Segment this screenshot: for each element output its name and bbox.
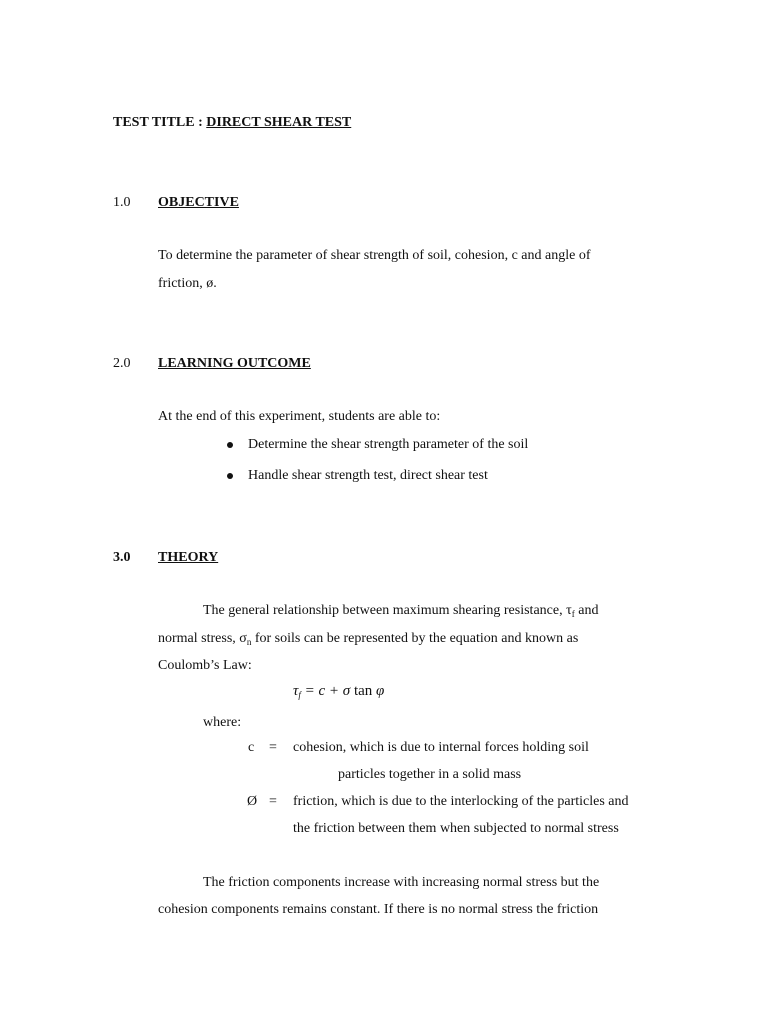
coulomb-equation	[293, 682, 384, 704]
section-heading-theory: THEORY	[158, 550, 219, 565]
section-number-learning-outcome: 2.0	[113, 356, 131, 371]
theory-paragraph-2-line-2: cohesion components remains constant. If there is no normal stress the friction	[158, 902, 599, 917]
section-heading-learning-outcome: LEARNING OUTCOME	[158, 356, 311, 371]
equation-tau: τ	[293, 683, 299, 699]
tau-subscript: f	[571, 609, 575, 619]
section-number-theory: 3.0	[113, 550, 131, 565]
text-run: for soils can be represented by the equation and known as	[251, 631, 579, 646]
test-title-label: TEST TITLE :	[113, 115, 207, 130]
equation-phi: φ	[372, 683, 385, 699]
where-label: where:	[203, 715, 242, 730]
section-number-objective: 1.0	[113, 195, 131, 210]
theory-paragraph-1-line-3: Coulomb’s Law:	[158, 658, 252, 673]
tau-symbol: τ	[566, 603, 572, 618]
section-heading-objective: OBJECTIVE	[158, 195, 239, 210]
bullet-icon	[227, 442, 233, 448]
definition-phi-line-2: the friction between them when subjected to normal stress	[293, 821, 619, 836]
learning-outcome-bullet-1: Determine the shear strength parameter of the soil	[248, 437, 529, 452]
text-run: normal stress,	[158, 631, 240, 646]
learning-outcome-intro: At the end of this experiment, students are able to:	[158, 409, 441, 424]
test-title-value: DIRECT SHEAR TEST	[206, 115, 352, 130]
text-run: and	[574, 603, 599, 618]
text-run: The general relationship between maximum shearing resistance,	[203, 603, 567, 618]
objective-text-line-2: friction, ø.	[158, 276, 217, 291]
objective-text-line-1: To determine the parameter of shear strength of soil, cohesion, c and angle of	[158, 248, 591, 263]
definition-symbol-phi: Ø	[247, 794, 258, 809]
equation-subscript: f	[298, 690, 301, 700]
test-title	[113, 114, 351, 132]
sigma-symbol: σ	[239, 631, 247, 646]
definition-equals: =	[269, 794, 277, 809]
theory-paragraph-1-line-1	[203, 602, 598, 623]
sigma-subscript: n	[246, 637, 252, 647]
definition-phi-line-1: friction, which is due to the interlocking of the particles and	[293, 794, 629, 809]
theory-paragraph-2-line-1: The friction components increase with increasing normal stress but the	[203, 875, 600, 890]
definition-equals: =	[269, 740, 277, 755]
definition-symbol-c: c	[248, 740, 255, 755]
equation-tan: tan	[353, 683, 373, 699]
definition-c-line-2: particles together in a solid mass	[338, 767, 522, 782]
learning-outcome-bullet-2: Handle shear strength test, direct shear test	[248, 468, 488, 483]
bullet-icon	[227, 473, 233, 479]
definition-c-line-1: cohesion, which is due to internal forces holding soil	[293, 740, 589, 755]
theory-paragraph-1-line-2	[158, 630, 578, 651]
equation-body: = c + σ	[300, 683, 354, 699]
